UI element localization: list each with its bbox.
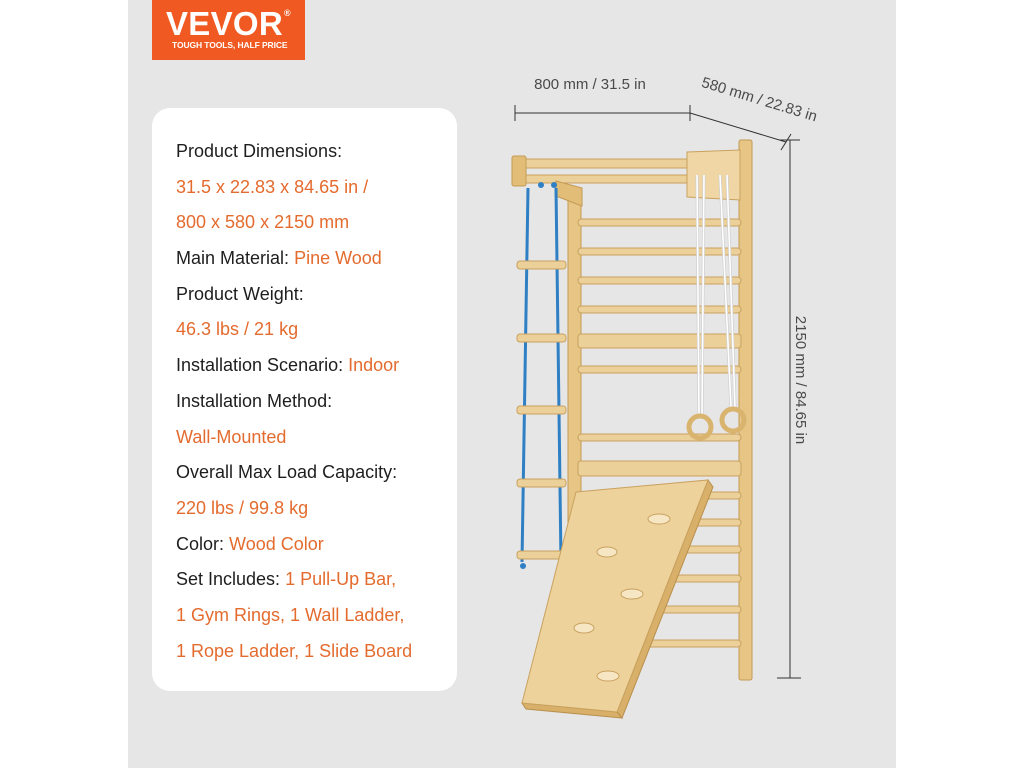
rung xyxy=(578,277,741,284)
rope-ladder-rung xyxy=(517,261,566,269)
spec-value: 31.5 x 22.83 x 84.65 in / xyxy=(176,176,369,197)
rung xyxy=(578,461,741,476)
spec-value: Wall-Mounted xyxy=(176,426,287,447)
width-dimension-label: 800 mm / 31.5 in xyxy=(534,76,646,93)
registered-mark: ® xyxy=(284,8,291,18)
spec-label: Color: xyxy=(176,533,225,554)
spec-value: 1 Gym Rings, 1 Wall Ladder, xyxy=(176,604,405,625)
spec-label: Main Material: xyxy=(176,248,290,269)
rope-ladder-rung xyxy=(517,479,566,487)
spec-value: 220 lbs / 99.8 kg xyxy=(176,497,309,518)
rope-ladder-rung xyxy=(517,334,566,342)
spec-value: 800 x 580 x 2150 mm xyxy=(176,212,350,233)
pull-up-bar xyxy=(512,150,740,206)
spec-label: Installation Scenario: xyxy=(176,355,344,376)
rung xyxy=(578,306,741,313)
climbing-hold xyxy=(597,671,619,681)
climbing-hold xyxy=(648,514,670,524)
spec-value: Pine Wood xyxy=(294,248,382,269)
spec-value: 1 Rope Ladder, 1 Slide Board xyxy=(176,640,413,661)
spec-label: Installation Method: xyxy=(176,390,333,411)
spec-value: 46.3 lbs / 21 kg xyxy=(176,319,299,340)
rung xyxy=(578,248,741,255)
logo-tagline: TOUGH TOOLS, HALF PRICE xyxy=(172,40,288,50)
rope-ladder xyxy=(517,188,566,569)
height-dimension-label: 2150 mm / 84.65 in xyxy=(792,315,809,445)
rung xyxy=(578,219,741,226)
spec-value: Wood Color xyxy=(229,533,324,554)
rung xyxy=(578,366,741,373)
rope-ladder-rung xyxy=(517,406,566,414)
spec-label: Set Includes: xyxy=(176,569,281,590)
spec-value: Indoor xyxy=(348,355,400,376)
rung xyxy=(578,434,741,441)
spec-label: Product Dimensions: xyxy=(176,141,343,161)
depth-dimension-label: 580 mm / 22.83 in xyxy=(699,74,820,126)
width-dimension xyxy=(515,105,690,121)
climbing-hold xyxy=(597,547,617,557)
rung xyxy=(578,334,741,348)
logo-brand-name: VEVOR xyxy=(166,5,284,42)
spec-label: Product Weight: xyxy=(176,283,304,304)
spec-label: Overall Max Load Capacity: xyxy=(176,462,398,483)
spec-value: 1 Pull-Up Bar, xyxy=(285,569,397,590)
slide-board xyxy=(522,480,713,718)
climbing-hold xyxy=(621,589,643,599)
climbing-hold xyxy=(574,623,594,633)
